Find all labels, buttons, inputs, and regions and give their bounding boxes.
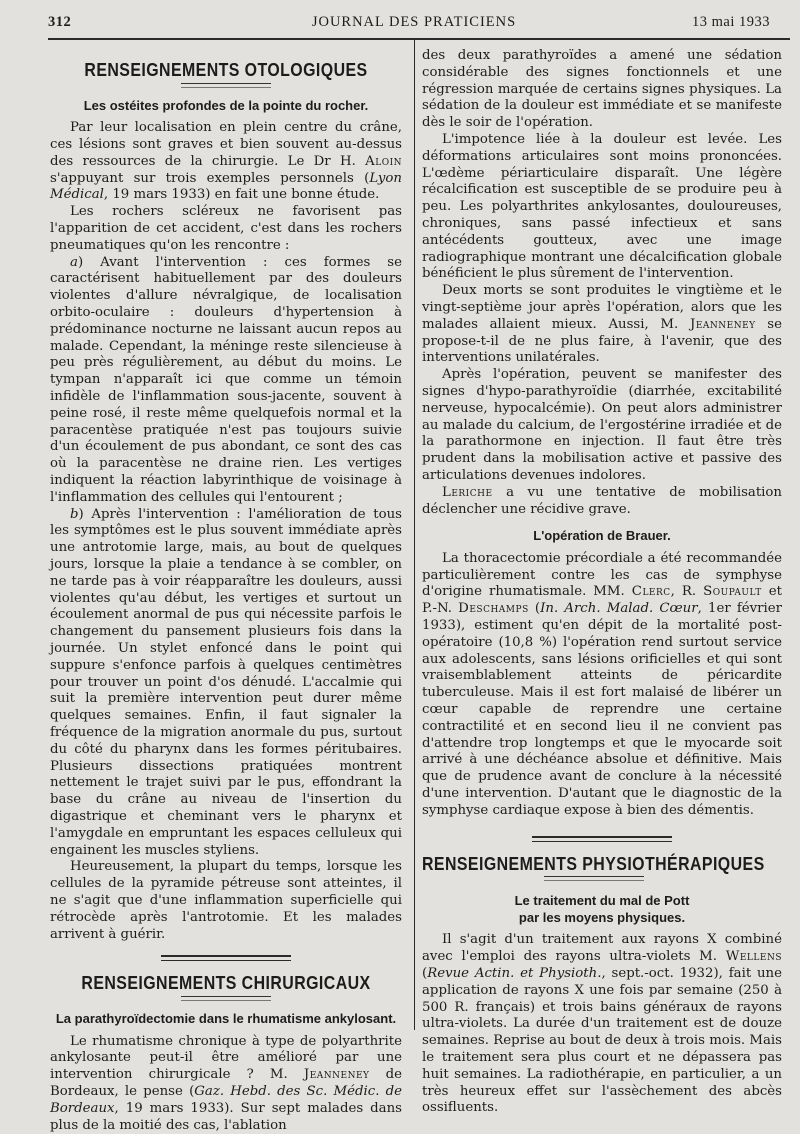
text: se propose-t-il de ne plus faire, à l'avenir, que des interventions unilatérales. [422,316,782,366]
list-label-a: a [70,254,78,270]
paragraph: Après l'opération, peuvent se manifester des signes d'hypo-parathyroïdie (diarrhée, excitabilité nerveuse, hypocalcémie). On peut alors administrer au malade du calcium, de l'ergostérine irradiée et de la parathormone en injection. Il faut être très prudent dans la mobilisation active et passive des articulations devenues indolores. [422,367,782,483]
section-ornament [181,83,271,88]
title-line: par les moyens physiques. [518,909,686,925]
section-title-chirurgicaux: RENSEIGNEMENTS CHIRURGICAUX [81,972,371,994]
journal-reference: Revue Actin. et Physioth. [427,965,602,981]
paragraph: Les rochers scléreux ne favorisent pas l'apparition de cet accident, c'est dans les rochers pneumatiques qu'on les rencontre : [50,204,402,253]
paragraph: L'impotence liée à la douleur est levée. Les déformations articulaires sont moins prononcées. L'œdème périarticulaire disparaît. Une légère récalcification est susceptible de se produire peu à peu. Les polyarthrites ankylosantes, douloureuses, chroniques, sans passé infectieux et sans antécédents goutteux, avec une image radiographique montrant une décalcification globale bénéficient le plus sûrement de l'intervention. [422,131,782,282]
author-name: Jeanneney [689,316,756,332]
paragraph [422,283,782,367]
page-number: 312 [48,14,72,30]
author-name: Wellens [725,949,782,965]
section-title-otologiques: RENSEIGNEMENTS OTOLOGIQUES [84,59,368,80]
text: de Bordeaux, le pense ( [50,1067,402,1100]
section-separator [161,955,291,961]
text: , sept.-oct. 1932), fait une application de rayons X une fois par semaine (250 à 500 R. français) et trois bains généraux de rayons ultra-violets. La durée d'un traitement est de douze semaines. Reprise au bout de deux à trois mois. Mais le traitement sera plus court et ne dépassera pas huit semaines. La radiothérapie, en particulier, a un très heureux effet sur l'assèchement des abcès ossifluents. [422,965,782,1116]
text: ) Après l'intervention : l'amélioration de tous les symptômes est le plus souvent immédiate après une antrotomie large, mais, au bout de quelques jours, lorsque la plaie a tendance à se combler, on ne tarde pas à voir réapparaître les douleurs, aussi violentes qu'au début, les vertiges et surtout un écoulement anormal de pus qui nécessite parfois le changement du pansement plusieurs fois dans la journée. Un stylet enfoncé dans le point qui suppure s'enfonce parfois à quelques centimètres pour trouver un point d'os dénudé. L'accalmie qui suit la première intervention peut durer même quelques semaines. Enfin, il faut signaler la fréquence de la migration anormale du pus, surtout du côté du pharynx dans les formes péritubaires. Plusieurs dissections pratiquées montrent nettement le trajet suivi par le pus, effondrant la base du crâne au niveau de l'insertion du digastrique et cheminant vers le pharynx et l'amygdale en empruntant les espaces celluleux qui engainent les muscles styliens. [50,506,402,858]
paragraph [422,932,782,1117]
text: et P.-N. [422,584,782,617]
text: , R. [670,584,704,600]
text: La thoracectomie précordiale a été recommandée particulièrement contre les cas de symphyse d'origine rhumatismale. MM. [422,550,782,600]
journal-reference: Lyon Médical [50,170,402,203]
header-rule [48,38,790,40]
text: Il s'agit d'un traitement aux rayons X combiné avec l'emploi des rayons ultra-violets M. [422,932,782,965]
text: Par leur localisation en plein centre du crâne, ces lésions sont graves et bien souvent au-dessus des ressources de la chirurgie. Le Dr H. [50,120,402,169]
paragraph [422,485,782,519]
right-column [422,48,782,1117]
paragraph-b [50,507,402,860]
text: , 19 mars 1933). Sur sept malades dans plus de la moitié des cas, l'ablation [50,1100,402,1133]
article-title-parathyroidectomie: La parathyroïdectomie dans le rhumatisme ankylosant. [55,1011,397,1027]
title-line: Le traitement du mal de Pott [514,893,690,909]
text: Le rhumatisme chronique à type de polyarthrite ankylosante peut-il être amélioré par une intervention chirurgicale ? M. [50,1033,402,1083]
paragraph [50,1034,402,1134]
author-name: Leriche [442,484,493,500]
author-name: Soupault [703,584,762,600]
section-ornament [544,876,644,881]
issue-date: 13 mai 1933 [692,14,770,30]
paragraph: Heureusement, la plupart du temps, lorsque les cellules de la pyramide pétreuse sont atteintes, il ne s'agit que d'une inflammation superficielle qui rétrocède après l'antrotomie. Et les malades arrivent à guérir. [50,859,402,942]
column-divider [414,40,415,1030]
running-header [48,14,780,36]
text: ( [422,965,428,981]
author-name: Jeanneney [303,1067,370,1083]
left-column [50,58,402,1134]
article-title-pott [422,893,782,926]
article-title-brauer: L'opération de Brauer. [533,528,671,544]
text: ) Avant l'intervention : ces formes se caractérisent habituellement par des douleurs violentes d'allure névralgique, de localisation orbito-oculaire : douleurs d'hypertension à prédominance nocturne ne laissant aucun repos au malade. Cependant, la méninge reste silencieuse à peu près régulièrement, au début du moins. Le tympan n'apparaît ici que comme un témoin infidèle de l'inflammation sous-jacente, souvent à peine rosé, il reste même quelquefois normal et la paracentèse pratiquée n'est pas toujours suivie d'un écoulement de pus abondant, ce sont des cas où la paracentèse ne draine rien. Les vertiges indiquent la réaction labyrinthique de voisinage à l'inflammation des cellules qui l'entourent ; [50,254,402,505]
text: , 1er février 1933), estiment qu'en dépit de la mortalité post-opératoire (10,8 %) l'opération rend surtout service aux adolescents, sans lésions orificielles et qui sont vraisemblablement atteints de péricardite tuberculeuse. Mais il est fort malaisé de libérer un cœur capable de reprendre une certaine contractilité et en second lieu il ne convient pas d'attendre trop longtemps et que le myocarde soit arrivé à une déchéance absolue et définitive. Mais que de prudence avant de conclure à la nécessité d'une intervention. D'autant que le diagnostic de la symphyse cardiaque expose à bien des démentis. [422,601,782,818]
text: a vu une tentative de mobilisation déclencher une récidive grave. [422,484,782,517]
journal-reference: In. Arch. Malad. Cœur [540,601,698,617]
paragraph [422,551,782,820]
section-separator [532,836,672,842]
section-title-physiotherapiques: RENSEIGNEMENTS PHYSIOTHÉRAPIQUES [422,852,765,874]
author-name: Aloin [365,153,402,169]
text: Deux morts se sont produites le vingtième et le vingt-septième jour après l'opération, alors que les malades allaient mieux. Aussi, M. [422,283,782,332]
text: ( [528,601,541,617]
text: , 19 mars 1933) en fait une bonne étude. [103,187,380,203]
text: s'appuyant sur trois exemples personnels ( [50,170,370,186]
journal-reference: Gaz. Hebd. des Sc. Médic. de Bordeaux [50,1084,403,1116]
paragraph: des deux parathyroïdes a amené une sédation considérable des signes fonctionnels et une régression marquée de certains signes physiques. La sédation de la douleur est immédiate et se manifeste dès le soir de l'opération. [422,48,782,131]
author-name: Clerc [631,584,671,600]
author-name: Deschamps [458,601,529,617]
article-title-osteites: Les ostéites profondes de la pointe du rocher. [83,97,369,113]
section-ornament [181,996,271,1001]
paragraph-a [50,255,402,507]
journal-title: JOURNAL DES PRATICIENS [311,14,517,30]
paragraph [50,120,402,204]
list-label-b: b [70,506,79,522]
